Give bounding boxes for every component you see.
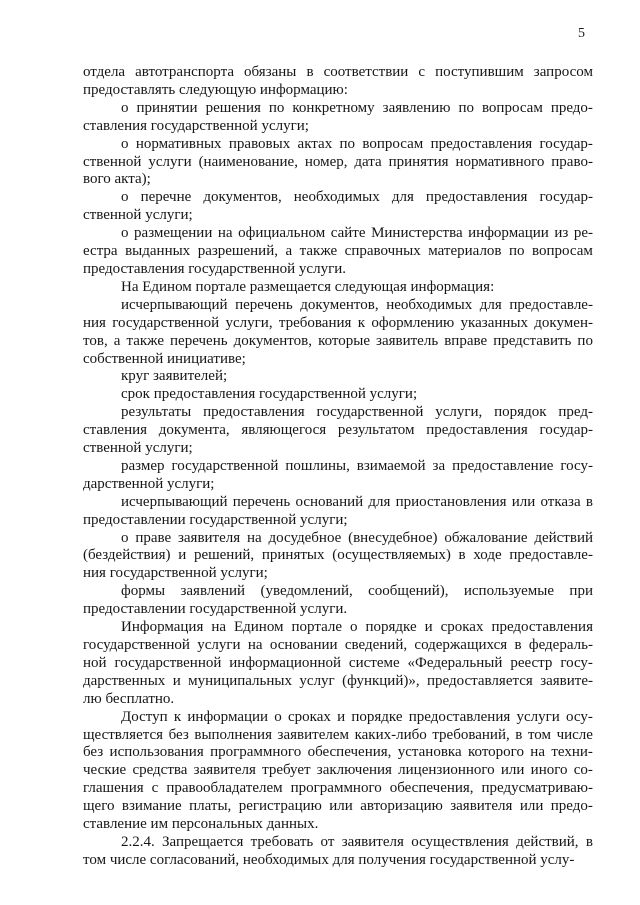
text-line: результаты предоставления государственной услуги, порядок пред- [121,404,593,421]
text-line: ственной услуги (наименование, номер, дата принятия нормативного право- [83,153,593,170]
text-line: предоставлении государственной услуги. [83,601,348,618]
text-line: исчерпывающий перечень документов, необходимых для предоставле- [121,296,593,313]
text-line: круг заявителей; [121,368,228,385]
text-line: ственной услуги; [83,440,193,457]
text-line: Доступ к информации о сроках и порядке предоставления услуги осу- [121,708,593,725]
paragraph [83,709,593,834]
text-line: ставления государственной услуги; [83,117,309,134]
text-line: о размещении на официальном сайте Министерства информации из ре- [121,225,593,242]
text-line: срок предоставления государственной услуги; [121,386,418,403]
text-line: без использования программного обеспечения, установка которого на техни- [83,744,593,761]
paragraph [83,458,593,494]
paragraph [83,136,593,190]
text-line: ставление им персональных данных. [83,816,319,833]
paragraph [83,494,593,530]
text-line: государственной услуги на основании сведений, содержащихся в федераль- [83,637,593,653]
text-line: о принятии решения по конкретному заявлению по вопросам предо- [121,99,593,116]
paragraph [83,404,593,458]
text-line: дарственной услуги; [83,475,215,492]
text-line: о нормативных правовых актах по вопросам предоставления государ- [121,135,593,152]
paragraph [83,530,593,584]
paragraph [83,64,593,100]
text-line: отдела автотранспорта обязаны в соответствии с поступившим запросом [83,64,593,80]
text-line: естра выданных разрешений, а также справочных материалов по вопросам [83,243,593,260]
text-line: том числе согласований, необходимых для получения государственной услу- [83,851,575,868]
paragraph [83,619,593,709]
paragraph [83,279,593,297]
text-line: (бездействия) и решений, принятых (осуществляемых) в ходе предоставле- [83,547,593,564]
text-line: о перечне документов, необходимых для предоставления государ- [121,189,593,206]
paragraph [83,386,593,404]
text-line: предоставлять следующую информацию: [83,81,348,98]
text-line: формы заявлений (уведомлений, сообщений), используемые при [121,583,593,600]
paragraph [83,297,593,369]
text-line: исчерпывающий перечень оснований для приостановления или отказа в [121,493,593,510]
text-line: ставления документа, являющегося результатом предоставления государ- [83,422,593,439]
text-line: ществляется без выполнения заявителем каких-либо требований, в том числе [83,726,593,743]
paragraph [83,100,593,136]
text-line: ния государственной услуги; [83,565,268,582]
text-line: предоставлении государственной услуги; [83,511,348,528]
paragraph [83,225,593,279]
text-line: вого акта); [83,171,151,188]
page-number: 5 [578,26,585,41]
text-line: тов, а также перечень документов, которые заявитель вправе представить по [83,332,593,349]
text-line: ния государственной услуги, требования к оформлению указанных докумен- [83,314,593,331]
text-line: дарственных и муниципальных услуг (функций)», предоставляется заявите- [83,672,593,689]
paragraph [83,834,593,870]
document-body [83,64,593,870]
text-line: Информация на Едином портале о порядке и сроках предоставления [121,619,593,636]
text-line: 2.2.4. Запрещается требовать от заявителя осуществления действий, в [121,833,593,850]
text-line: глашения с правообладателем программного обеспечения, предусматриваю- [83,780,593,797]
text-line: ственной услуги; [83,207,193,224]
text-line: На Едином портале размещается следующая информация: [121,278,495,295]
paragraph [83,583,593,619]
text-line: щего взимание платы, регистрацию или авторизацию заявителя или предо- [83,798,593,815]
text-line: ческие средства заявителя требует заключения лицензионного или иного со- [83,762,593,779]
text-line: предоставления государственной услуги. [83,260,347,277]
text-line: размер государственной пошлины, взимаемой за предоставление госу- [121,457,593,474]
paragraph [83,368,593,386]
text-line: ной государственной информационной системе «Федеральный реестр госу- [83,654,593,671]
text-line: собственной инициативе; [83,350,246,367]
text-line: лю бесплатно. [83,690,175,707]
text-line: о праве заявителя на досудебное (внесудебное) обжалование действий [121,529,593,546]
paragraph [83,189,593,225]
